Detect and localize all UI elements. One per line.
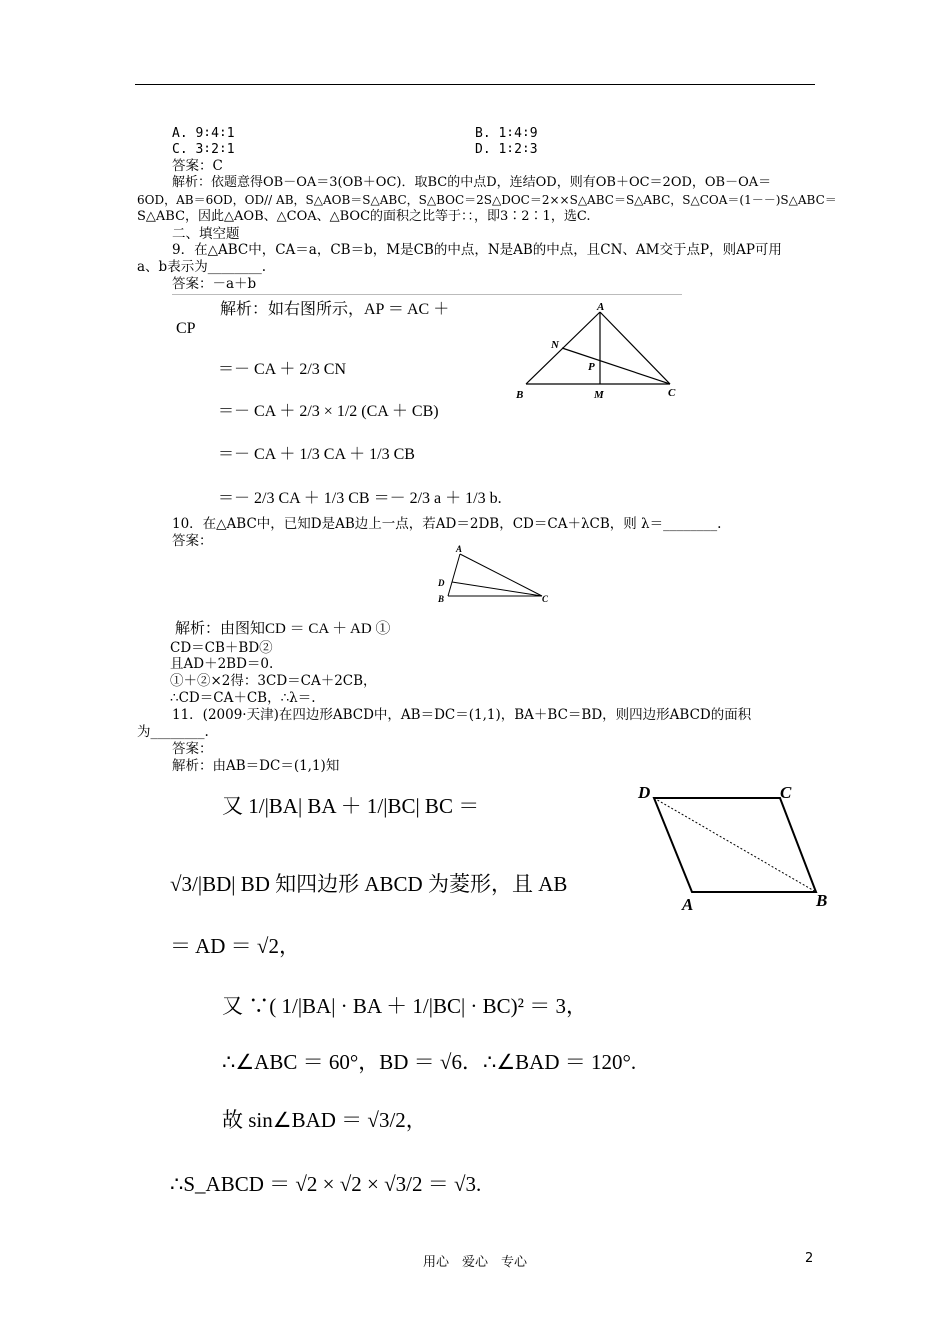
q9-triangle-figure — [510, 300, 690, 405]
q10-line-3: 且AD＋2BD＝0. — [170, 656, 274, 672]
q9-line-4: ＝－ CA ＋ 2/3 × 1/2 (CA ＋ CB) — [218, 403, 439, 420]
q9-answer: 答案：－a＋b — [172, 276, 257, 292]
option-b: B. 1∶4∶9 — [475, 126, 538, 141]
q9-line-3: ＝－ CA ＋ 2/3 CN — [218, 361, 347, 378]
q11-rhombus-figure — [630, 780, 840, 915]
q9-stem-1: 9．在△ABC中，CA＝a，CB＝b，M是CB的中点，N是AB的中点，且CN、AM交于点P，则AP可用 — [172, 242, 782, 258]
q10-label-a: A — [456, 544, 463, 554]
q11-label-a: A — [682, 895, 694, 914]
option-c: C. 3∶2∶1 — [172, 142, 235, 157]
q8-analysis-1: 解析：依题意得OB－OA＝3(OB＋OC)．取BC的中点D，连结OD，则有OB＋OC＝2OD，OB－OA＝ — [172, 175, 772, 190]
q8-analysis-3: S△ABC，因此△AOB、△COA、△BOC的面积之比等于：：，即3∶2∶1，选C. — [137, 209, 591, 224]
q10-answer: 答案： — [172, 533, 213, 549]
q11-line-6: 故 sin∠BAD ＝ √3/2， — [222, 1108, 427, 1132]
q11-line-5: ∴∠ABC ＝ 60°，BD ＝ √6．∴∠BAD ＝ 120°. — [222, 1050, 637, 1074]
q11-answer: 答案： — [172, 741, 213, 757]
q8-analysis-2: 6OD，AB＝6OD，OD// AB，S△AOB＝S△ABC，S△BOC＝2S△DOC＝2××S△ABC＝S△ABC，S△COA＝(1－－)S△ABC＝ — [137, 193, 837, 207]
q11-line-4: 又 ∵( 1/|BA| · BA ＋ 1/|BC| · BC)² ＝ 3， — [222, 994, 587, 1018]
q10-line-1: 解析：由图知CD ＝ CA ＋ AD ① — [175, 621, 391, 637]
q10-line-2: CD＝CB＋BD② — [170, 640, 273, 656]
option-d: D. 1∶2∶3 — [475, 142, 538, 157]
q9-label-b: B — [516, 389, 524, 401]
q10-label-b: B — [438, 594, 445, 604]
q9-label-n: N — [551, 339, 559, 351]
option-a: A. 9∶4∶1 — [172, 126, 235, 141]
q10-line-5: ∴CD＝CA＋CB，∴λ＝. — [170, 690, 316, 706]
q9-label-c: C — [668, 387, 676, 399]
q11-label-b: B — [816, 891, 828, 910]
q10-label-d: D — [438, 578, 445, 588]
q9-line-2: CP — [176, 320, 196, 337]
q11-analysis: 解析：由AB＝DC＝(1,1)知 — [172, 758, 340, 774]
q11-stem-1: 11．(2009·天津)在四边形ABCD中，AB＝DC＝(1,1)，BA＋BC＝BD，则四边形ABCD的面积 — [172, 707, 752, 723]
q10-line-4: ①＋②×2得：3CD＝CA＋2CB， — [170, 673, 377, 689]
q11-label-d: D — [638, 783, 651, 802]
page-footer: 用心 爱心 专心 — [422, 1255, 527, 1270]
page-number: 2 — [805, 1251, 814, 1266]
q11-stem-2: 为________. — [137, 724, 209, 740]
q9-label-m: M — [594, 389, 604, 401]
header-rule — [135, 84, 815, 85]
q9-line-1: 解析：如右图所示，AP ＝ AC ＋ — [220, 301, 450, 318]
q9-line-6: ＝－ 2/3 CA ＋ 1/3 CB ＝－ 2/3 a ＋ 1/3 b. — [218, 490, 502, 507]
section-title: 二、填空题 — [172, 226, 240, 242]
q11-line-1: 又 1/|BA| BA ＋ 1/|BC| BC ＝ — [222, 794, 480, 818]
q9-line-5: ＝－ CA ＋ 1/3 CA ＋ 1/3 CB — [218, 446, 415, 463]
q10-triangle-figure — [430, 542, 560, 604]
q9-label-a: A — [597, 301, 605, 313]
q9-label-p: P — [588, 361, 595, 373]
q10-stem: 10．在△ABC中，已知D是AB边上一点，若AD＝2DB，CD＝CA＋λCB，则 λ＝________. — [172, 516, 722, 532]
q9-stem-2: a、b表示为________. — [137, 259, 266, 275]
q11-line-2: √3/|BD| BD 知四边形 ABCD 为菱形，且 AB — [170, 872, 568, 896]
q11-line-3: ＝ AD ＝ √2， — [170, 934, 300, 958]
q11-line-7: ∴S_ABCD ＝ √2 × √2 × √3/2 ＝ √3. — [170, 1172, 482, 1196]
q9-divider — [172, 294, 682, 295]
q10-label-c: C — [542, 594, 549, 604]
q11-label-c: C — [780, 783, 792, 802]
q8-answer: 答案：C — [172, 158, 223, 174]
